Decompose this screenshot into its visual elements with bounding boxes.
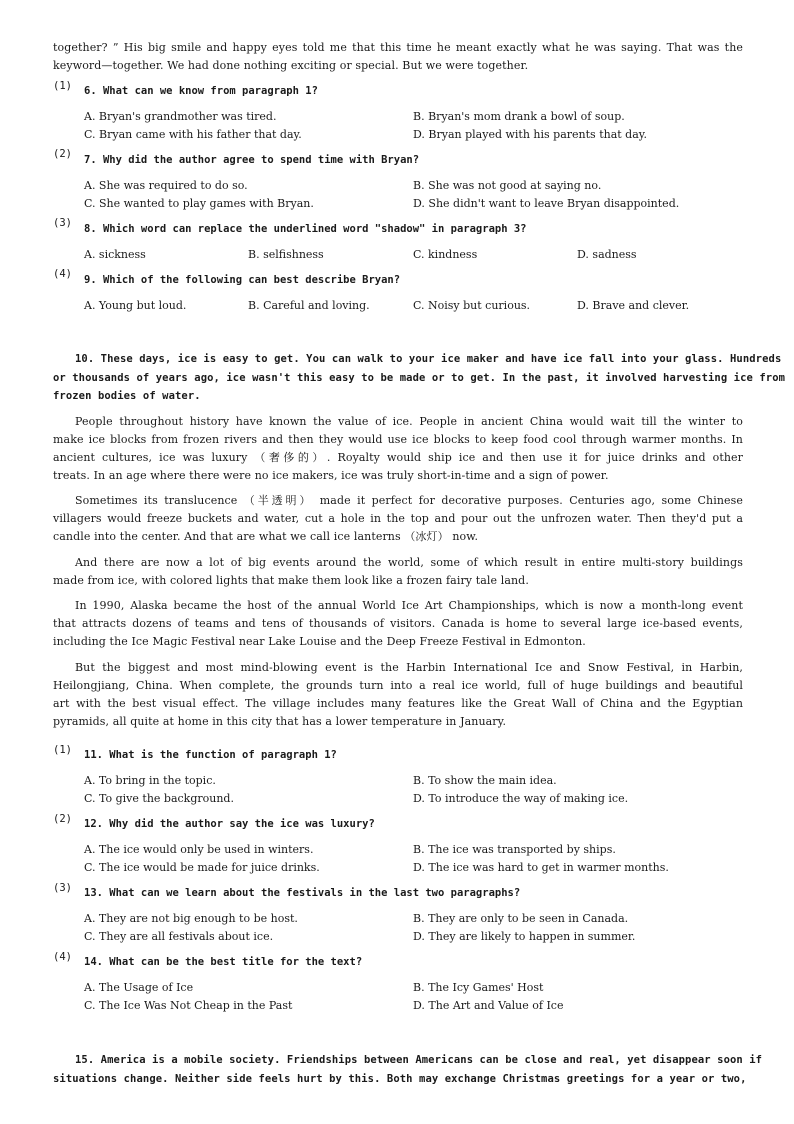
option-a[interactable]: A. The Usage of Ice <box>84 981 194 994</box>
paragraph-line: including the Ice Magic Festival near Lake Louise and the Deep Freeze Festival in Edmonton. <box>53 635 586 648</box>
passage-intro-line: 15. America is a mobile society. Friendships between Americans can be close and real, yet disappear soon if <box>75 1054 763 1066</box>
passage-intro-line: situations change. Neither side feels hurt by this. Both may exchange Christmas greetings for a year or two, <box>53 1073 747 1085</box>
option-b[interactable]: B. To show the main idea. <box>413 774 557 787</box>
option-a[interactable]: A. To bring in the topic. <box>84 774 216 787</box>
option-a[interactable]: A. Young but loud. <box>84 299 187 312</box>
passage-intro-line: 10. These days, ice is easy to get. You can walk to your ice maker and have ice fall into your glass. Hundreds <box>75 353 782 365</box>
question-number: (1) <box>53 80 72 92</box>
question-stem: 9. Which of the following can best describe Bryan? <box>84 274 401 286</box>
option-d[interactable]: D. They are likely to happen in summer. <box>413 930 636 943</box>
paragraph-line: In 1990, Alaska became the host of the annual World Ice Art Championships, which is now a month-long event <box>75 599 743 612</box>
question-number: (1) <box>53 744 72 756</box>
option-a[interactable]: A. sickness <box>84 248 146 261</box>
option-c[interactable]: C. She wanted to play games with Bryan. <box>84 197 314 210</box>
paragraph-line: treats. In an age where there were no ice makers, ice was truly short-in-time and a sign of power. <box>53 469 609 482</box>
question-stem: 6. What can we know from paragraph 1? <box>84 85 318 97</box>
paragraph-line: pyramids, all quite at home in this city that has a lower temperature in January. <box>53 715 507 728</box>
option-d[interactable]: D. sadness <box>577 248 637 261</box>
option-b[interactable]: B. Careful and loving. <box>248 299 370 312</box>
question-number: (3) <box>53 217 72 229</box>
option-b[interactable]: B. selfishness <box>248 248 324 261</box>
option-b[interactable]: B. The ice was transported by ships. <box>413 843 616 856</box>
option-a[interactable]: A. She was required to do so. <box>84 179 248 192</box>
paragraph-line: villagers would freeze buckets and water, cut a hole in the top and pour out the unfrozen water. Then they'd put a <box>53 512 743 525</box>
paragraph-line: And there are now a lot of big events around the world, some of which result in entire multi-story buildings <box>75 556 743 569</box>
option-d[interactable]: D. Bryan played with his parents that day. <box>413 128 648 141</box>
question-number: (4) <box>53 268 72 280</box>
option-a[interactable]: A. The ice would only be used in winters. <box>84 843 314 856</box>
question-stem: 12. Why did the author say the ice was luxury? <box>84 818 375 830</box>
paragraph-line: that attracts dozens of teams and tens of thousands of visitors. Canada is home to several large ice-based events, <box>53 617 743 630</box>
option-b[interactable]: B. She was not good at saying no. <box>413 179 602 192</box>
question-number: (3) <box>53 882 72 894</box>
question-number: (4) <box>53 951 72 963</box>
option-c[interactable]: C. To give the background. <box>84 792 234 805</box>
option-d[interactable]: D. The ice was hard to get in warmer months. <box>413 861 669 874</box>
option-c[interactable]: C. kindness <box>413 248 478 261</box>
paragraph-line: candle into the center. And that are what we call ice lanterns （冰灯） now. <box>53 530 479 543</box>
option-b[interactable]: B. The Icy Games' Host <box>413 981 544 994</box>
paragraph-line: But the biggest and most mind-blowing event is the Harbin International Ice and Snow Festival, in Harbin, <box>75 661 743 674</box>
question-stem: 14. What can be the best title for the text? <box>84 956 363 968</box>
paragraph-line: made from ice, with colored lights that make them look like a frozen fairy tale land. <box>53 574 529 587</box>
paragraph-line: Heilongjiang, China. When complete, the grounds turn into a real ice world, full of huge buildings and beautiful <box>53 679 743 692</box>
paragraph-line: together? ” His big smile and happy eyes told me that this time he meant exactly what he was saying. That was the <box>53 41 743 54</box>
question-number: (2) <box>53 148 72 160</box>
question-stem: 11. What is the function of paragraph 1? <box>84 749 337 761</box>
paragraph-line: People throughout history have known the value of ice. People in ancient China would wait till the winter to <box>75 415 743 428</box>
paragraph-line: Sometimes its translucence （半透明） made it perfect for decorative purposes. Centuries ago, some Chinese <box>75 494 743 507</box>
question-number: (2) <box>53 813 72 825</box>
option-c[interactable]: C. They are all festivals about ice. <box>84 930 274 943</box>
option-b[interactable]: B. Bryan's mom drank a bowl of soup. <box>413 110 625 123</box>
option-d[interactable]: D. The Art and Value of Ice <box>413 999 564 1012</box>
question-stem: 13. What can we learn about the festivals in the last two paragraphs? <box>84 887 521 899</box>
question-stem: 7. Why did the author agree to spend time with Bryan? <box>84 154 420 166</box>
option-d[interactable]: D. Brave and clever. <box>577 299 690 312</box>
paragraph-line: ancient cultures, ice was luxury （奢侈的）. Royalty would ship ice and then use it for juice drinks and other <box>53 451 743 464</box>
question-stem: 8. Which word can replace the underlined word "shadow" in paragraph 3? <box>84 223 527 235</box>
passage-intro-line: frozen bodies of water. <box>53 390 201 402</box>
option-c[interactable]: C. The ice would be made for juice drinks. <box>84 861 320 874</box>
option-d[interactable]: D. To introduce the way of making ice. <box>413 792 629 805</box>
option-c[interactable]: C. Noisy but curious. <box>413 299 531 312</box>
paragraph-line: keyword—together. We had done nothing exciting or special. But we were together. <box>53 59 529 72</box>
option-a[interactable]: A. Bryan's grandmother was tired. <box>84 110 277 123</box>
option-b[interactable]: B. They are only to be seen in Canada. <box>413 912 629 925</box>
option-a[interactable]: A. They are not big enough to be host. <box>84 912 298 925</box>
option-d[interactable]: D. She didn't want to leave Bryan disappointed. <box>413 197 680 210</box>
option-c[interactable]: C. The Ice Was Not Cheap in the Past <box>84 999 293 1012</box>
option-c[interactable]: C. Bryan came with his father that day. <box>84 128 302 141</box>
paragraph-line: art with the best visual effect. The village includes many features like the Great Wall of China and the Egyptian <box>53 697 743 710</box>
passage-intro-line: or thousands of years ago, ice wasn't this easy to be made or to get. In the past, it involved harvesting ice from <box>53 372 786 384</box>
paragraph-line: make ice blocks from frozen rivers and then they would use ice blocks to keep food cool through warmer months. In <box>53 433 743 446</box>
